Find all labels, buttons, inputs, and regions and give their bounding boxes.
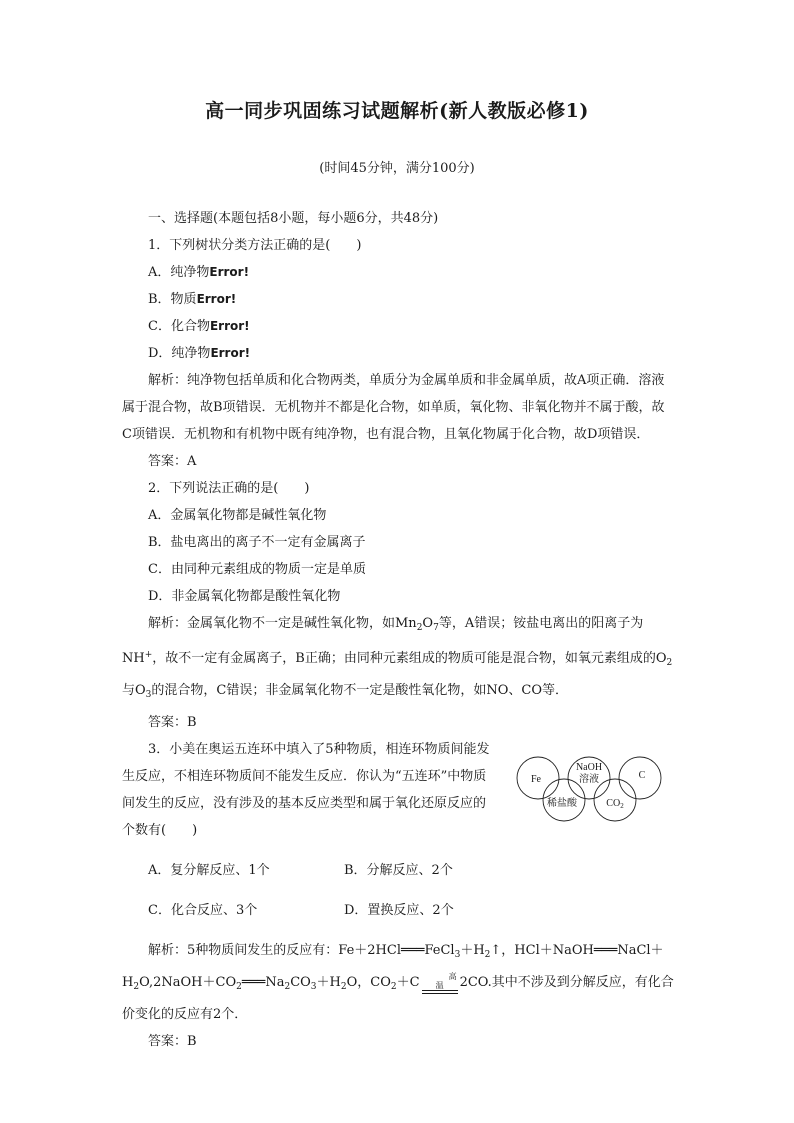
ring-label-naoh-solution: 溶液 bbox=[579, 774, 599, 785]
question-1-option-d: D．纯净物Error! bbox=[148, 346, 251, 361]
question-3-answer: 答案：B bbox=[148, 1034, 197, 1049]
error-text: Error! bbox=[210, 346, 251, 360]
question-1-stem: 1．下列树状分类方法正确的是( ) bbox=[148, 238, 362, 253]
question-2-answer: 答案：B bbox=[148, 715, 197, 730]
question-1-option-b: B．物质Error! bbox=[148, 292, 237, 307]
question-1-analysis: 解析：纯净物包括单质和化合物两类，单质分为金属单质和非金属单质，故A项正确．溶液属于混合物，故B项错误．无机物并不都是化合物，如单质，氧化物、非氧化物并不属于酸，故C项错误．无机物和有机物中既有纯净物，也有混合物，且氧化物属于化合物，故D项错误． bbox=[122, 373, 665, 442]
question-3-stem: 3．小美在奥运五连环中填入了5种物质，相连环物质间能发生反应，不相连环物质间不能发生反应．你认为“五连环”中物质间发生的反应，没有涉及的基本反应类型和属于氧化还原反应的个数有( ) bbox=[122, 742, 490, 838]
page-title: 高一同步巩固练习试题解析(新人教版必修1) bbox=[205, 100, 589, 122]
reaction-condition: 高温 bbox=[422, 972, 458, 994]
error-text: Error! bbox=[209, 265, 250, 279]
question-1-option-c: C．化合物Error! bbox=[148, 319, 250, 334]
ring-label-fe: Fe bbox=[531, 774, 541, 785]
question-3-option-b: B．分解反应、2个 bbox=[344, 863, 453, 878]
ring-label-c: C bbox=[638, 770, 646, 781]
question-2-analysis: 解析：金属氧化物不一定是碱性氧化物，如$Mn_2O_7$等，A错误；铵盐电离出的阳离子为NH+，故不一定有金属离子，B正确；由同种元素组成的物质可能是混合物，如氧元素组成的$O_2$与$O_3$的混合物，C错误；非金属氧化物不一定是酸性氧化物，如NO、CO等． bbox=[122, 616, 673, 700]
question-3-option-a: A．复分解反应、1个 bbox=[148, 863, 270, 878]
question-1-option-a: A．纯净物Error! bbox=[148, 265, 250, 280]
error-text: Error! bbox=[209, 319, 250, 333]
question-3-options-ab bbox=[122, 857, 674, 884]
question-2-option-a: A．金属氧化物都是碱性氧化物 bbox=[148, 508, 327, 523]
question-3-options-cd bbox=[122, 897, 674, 924]
question-2-option-c: C．由同种元素组成的物质一定是单质 bbox=[148, 562, 366, 577]
olympic-rings-diagram bbox=[516, 748, 666, 828]
question-2-option-b: B．盐电离出的离子不一定有金属离子 bbox=[148, 535, 366, 550]
question-1-answer: 答案：A bbox=[148, 454, 197, 469]
question-2-option-d: D．非金属氧化物都是酸性氧化物 bbox=[148, 589, 341, 604]
question-3-analysis: 解析：5种物质间发生的反应有：$Fe+2HCl═══FeCl_3+H_2↑$，$HCl+NaOH═══NaCl+H_2O,2NaOH+CO_2═══Na_2CO_3+H_2O$，$CO_2+C$ 高温 2CO.其中不涉及到分解反应，有化合价变化的反应有2个． bbox=[122, 943, 674, 1022]
ring-label-hcl: 稀盐酸 bbox=[547, 798, 577, 809]
question-3 bbox=[122, 736, 674, 844]
question-2-stem: 2．下列说法正确的是( ) bbox=[148, 481, 310, 496]
section-heading: 一、选择题(本题包括8小题，每小题6分，共48分) bbox=[148, 211, 439, 226]
page-subtitle: (时间45分钟，满分100分) bbox=[319, 161, 475, 176]
question-3-option-d: D．置换反应、2个 bbox=[344, 903, 454, 918]
ring-label-co2: $CO_2$ bbox=[606, 798, 624, 810]
question-3-option-c: C．化合反应、3个 bbox=[148, 903, 258, 918]
document-body bbox=[122, 205, 674, 1055]
ring-label-naoh: NaOH bbox=[575, 762, 603, 773]
error-text: Error! bbox=[196, 292, 237, 306]
